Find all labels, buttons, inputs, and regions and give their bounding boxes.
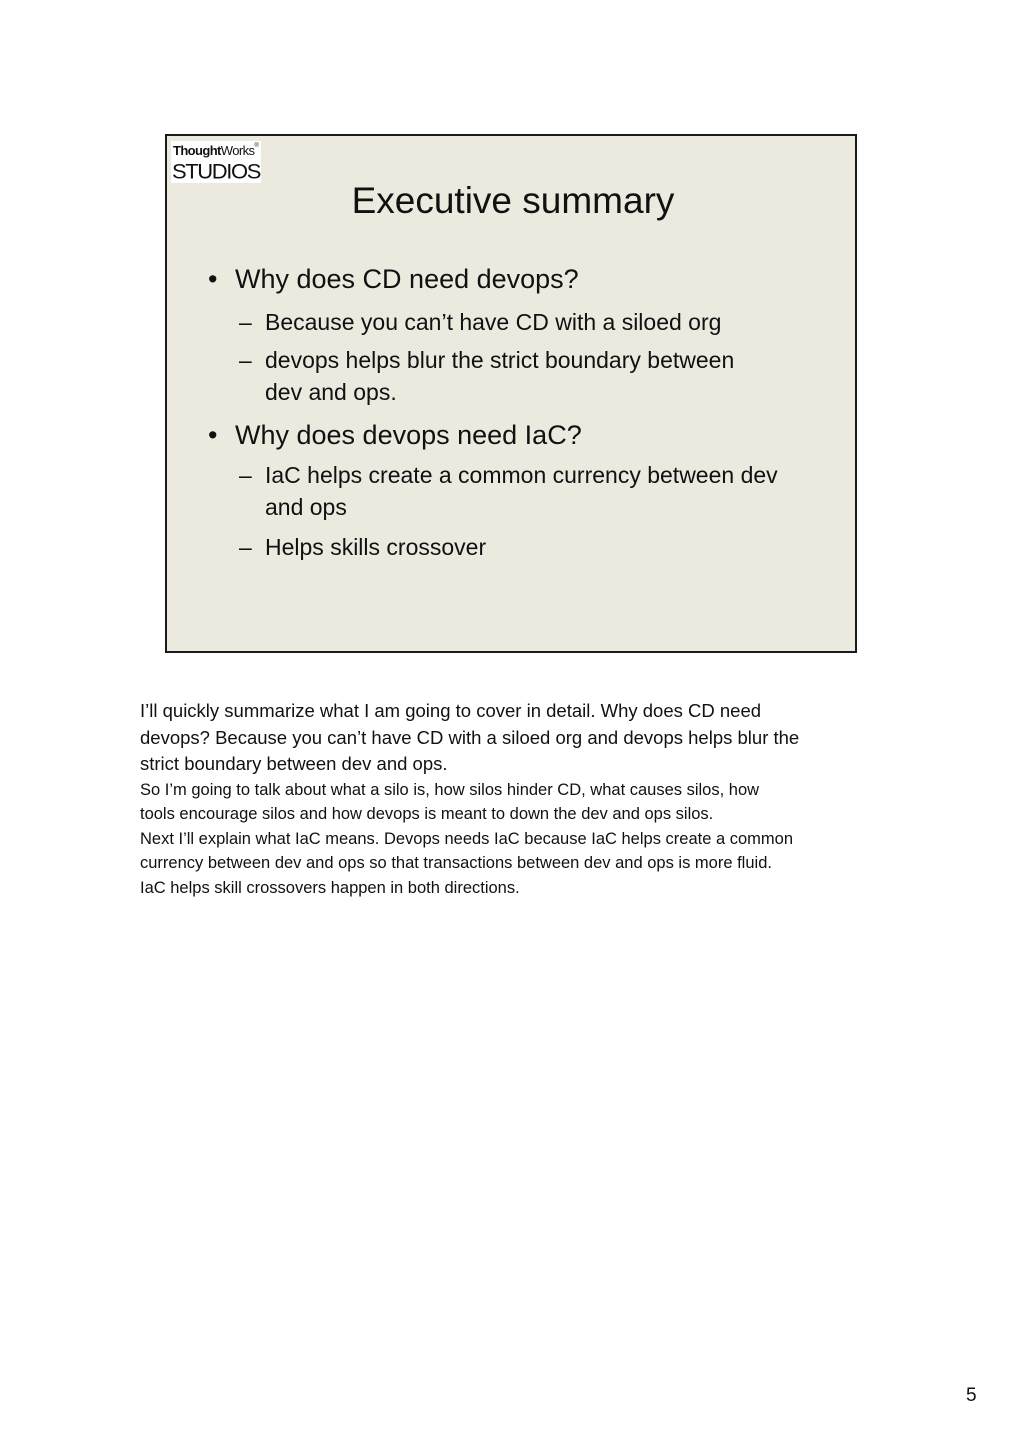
notes-line: So I’m going to talk about what a silo is, how silos hinder CD, what causes silos, how [140,780,760,799]
notes-line: currency between dev and ops so that transactions between dev and ops is more fluid. [140,854,772,872]
bullet-text: Why does CD need devops? [235,264,579,294]
bullet-text: Why does devops need IaC? [235,420,582,450]
page-number: 5 [966,1385,977,1406]
slide [165,134,857,653]
sub-bullet-item [239,459,778,523]
notes-line: I’ll quickly summarize what I am going to cover in detail. Why does CD need [140,700,762,721]
notes-line: IaC helps skill crossovers happen in both directions. [140,878,520,897]
sub-bullet-item [239,344,735,408]
bullet-symbol: • [208,264,218,294]
sub-bullet-item [239,531,487,563]
sub-bullet-text: IaC helps create a common currency between dev [265,462,778,488]
logo-studios: STUDIOS [172,159,260,184]
sub-bullet-symbol: – [239,462,252,488]
sub-bullet-text: Helps skills crossover [265,534,487,560]
sub-bullet-item [239,306,722,338]
sub-bullet-symbol: – [239,534,252,560]
thoughtworks-studios-logo [171,141,261,183]
notes-line: strict boundary between dev and ops. [140,753,448,774]
bullet-symbol: • [208,420,218,450]
notes-line: tools encourage silos and how devops is meant to down the dev and ops silos. [140,805,714,823]
sub-bullet-text: and ops [265,494,347,520]
sub-bullet-symbol: – [239,309,252,335]
sub-bullet-symbol: – [239,347,252,373]
notes-line: devops? Because you can’t have CD with a siloed org and devops helps blur the [140,726,800,748]
bullet-item [208,419,582,451]
sub-bullet-text: dev and ops. [265,379,397,405]
speaker-notes [140,698,900,900]
sub-bullet-text: Because you can’t have CD with a siloed org [265,309,722,335]
sub-bullet-text: devops helps blur the strict boundary between [265,347,735,373]
bullet-item [208,263,579,295]
logo-wordmark: ThoughtWorks® [173,143,259,158]
notes-line: Next I’ll explain what IaC means. Devops needs IaC because IaC helps create a common [140,829,793,848]
slide-title: Executive summary [351,180,675,221]
